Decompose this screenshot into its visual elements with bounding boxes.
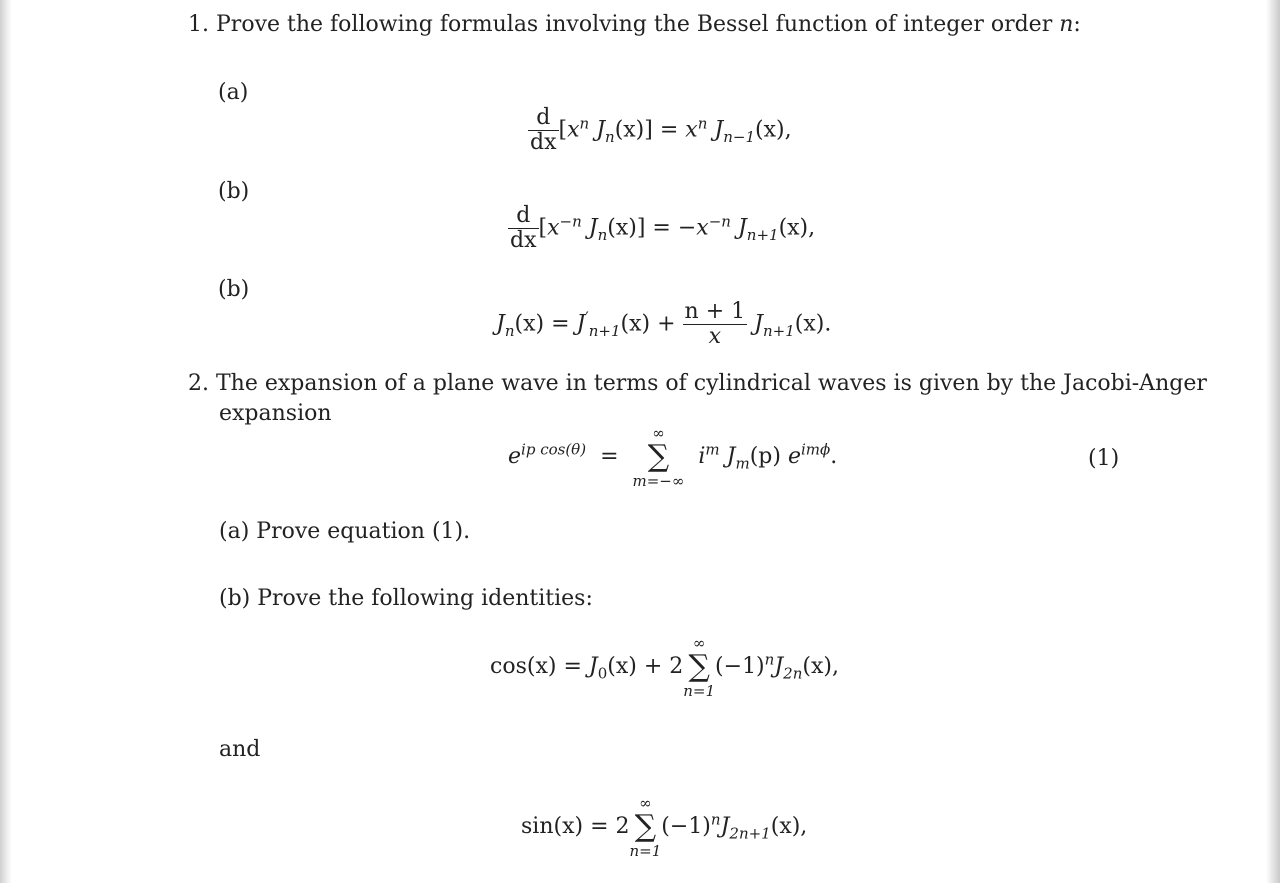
sin-identity: sin(x) = 2 ∞ ∑ n=1 $(-1)^nJ_{2n+1}(x)$, — [521, 794, 808, 860]
fraction-n-plus-1-over-x: $\frac{n + 1}{x}$ — [684, 299, 746, 350]
page-left-edge — [0, 0, 12, 883]
problem-2-number: 2. — [188, 371, 209, 396]
part-b2-label: (b) — [218, 277, 250, 302]
problem-1-colon: : — [1073, 12, 1081, 37]
problem-2-line2: expansion — [219, 401, 332, 426]
formula-a: $\frac{d}{dx}$ [$x^n$ $J_n(x)] = x^n$ $J_{n-1}(x)$, — [530, 105, 792, 156]
equation-tag-1: (1) — [1088, 446, 1120, 471]
problem-1-statement: Prove the following formulas involving the Bessel function of integer order — [216, 12, 1053, 37]
jacobi-anger-equation: $e^{ip cos(\theta)}$ = ∞ ∑ m=−∞ $i^m$ $J_m(p)$ $e^{im\phi}$. — [508, 424, 838, 490]
problem-2-part-b: (b) Prove the following identities: — [219, 586, 593, 611]
problem-2-line1: 2. The expansion of a plane wave in terms of cylindrical waves is given by the Jacobi-Anger — [188, 371, 1207, 396]
problem-2-part-a: (a) Prove equation (1). — [219, 519, 471, 544]
part-b-label: (b) — [218, 179, 250, 204]
page-right-edge — [1266, 0, 1280, 883]
sum-operator-cos: ∞ ∑ n=1 — [683, 634, 716, 700]
and-connector: and — [219, 737, 261, 762]
part-a-label: (a) — [218, 80, 249, 105]
problem-1-number: 1. — [188, 12, 209, 37]
derivative-fraction-a: $\frac{d}{dx}$ — [530, 105, 557, 156]
sum-operator-sin: ∞ ∑ n=1 — [629, 794, 662, 860]
formula-b: $\frac{d}{dx}$ [$x^{-n}$ $J_n(x)] = -x^{-n}$ $J_{n+1}(x)$, — [510, 203, 816, 254]
problem-1-order-var: n — [1059, 12, 1074, 37]
derivative-fraction-b: $\frac{d}{dx}$ — [510, 203, 537, 254]
sum-operator-eq1: ∞ ∑ m=−∞ — [632, 424, 685, 490]
formula-c: $J_n(x) = J'_{n+1}(x)$ + $\frac{n + 1}{x}$ $J_{n+1}(x)$. — [496, 299, 832, 350]
cos-identity: $\cos(x) = J_0(x) + 2$ ∞ ∑ n=1 $(-1)^nJ_{2n}(x)$, — [490, 634, 839, 700]
problem-1-heading — [188, 12, 1081, 37]
